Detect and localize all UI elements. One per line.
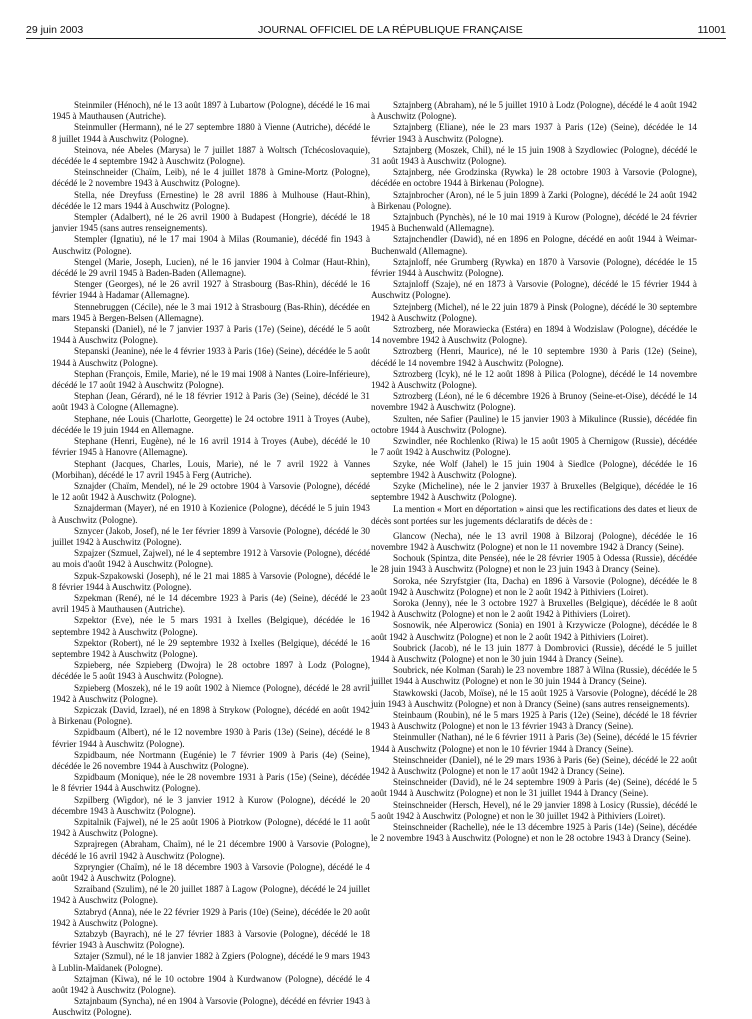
death-record-entry: Sztajer (Szmul), né le 18 janvier 1882 à Zgiers (Pologne), décédé le 9 mars 1943 à Lublin-Maïdanek (Pologne).: [52, 951, 370, 973]
death-record-entry: Sosnowik, née Alperowicz (Sonia) en 1901 à Krzywicze (Pologne), décédée le 8 août 1942 à Auschwitz (Pologne) et non le 2 août 1942 à Pithiviers (Loiret).: [371, 620, 697, 642]
death-record-entry: Szpidbaum, née Nortmann (Eugénie) le 7 février 1909 à Paris (4e) (Seine), décédée le 26 novembre 1944 à Auschwitz (Pologne).: [52, 749, 370, 771]
death-record-entry: Stephan (Jean, Gérard), né le 18 février 1912 à Paris (3e) (Seine), décédé le 31 août 1943 à Cologne (Allemagne).: [52, 391, 370, 413]
death-record-entry: Stenger (Georges), né le 26 avril 1927 à Strasbourg (Bas-Rhin), décédé le 16 février 1944 à Hadamar (Allemagne).: [52, 279, 370, 301]
death-record-entry: Sztajnberg (Moszek, Chil), né le 15 juin 1908 à Szydlowiec (Pologne), décédé le 31 août 1943 à Auschwitz (Pologne).: [371, 144, 697, 167]
death-record-entry: Sztrozberg (Henri, Maurice), né le 10 septembre 1930 à Paris (12e) (Seine), décédé le 14 novembre 1942 à Auschwitz (Pologne).: [371, 346, 697, 368]
death-record-entry: Stephan (François, Emile, Marie), né le 19 mai 1908 à Nantes (Loire-Inférieure), décédé le 17 août 1942 à Auschwitz (Pologne).: [52, 368, 370, 391]
death-record-entry: Sztabryd (Anna), née le 22 février 1929 à Paris (10e) (Seine), décédée le 20 août 1942 à Auschwitz (Pologne).: [52, 906, 370, 928]
death-record-entry: Sztajnloff, née Grumberg (Rywka) en 1870 à Varsovie (Pologne), décédée le 15 février 1944 à Auschwitz (Pologne).: [371, 256, 697, 279]
death-record-entry: Soubrick (Jacob), né le 13 juin 1877 à Dombrovici (Russie), décédé le 5 juillet 1944 à Auschwitz (Pologne) et non le 30 juin 1944 à Drancy (Seine).: [371, 642, 697, 664]
death-record-entry: Szpekman (René), né le 14 décembre 1923 à Paris (4e) (Seine), décédé le 23 avril 1945 à Mauthausen (Autriche).: [52, 592, 370, 615]
death-record-entry: Szpilberg (Wigdor), né le 3 janvier 1912 à Kurow (Pologne), décédé le 20 décembre 1943 à Auschwitz (Pologne).: [52, 794, 370, 816]
death-record-entry: Sochouk (Spintza, dite Pensée), née le 28 février 1905 à Odessa (Russie), décédée le 28 juin 1943 à Auschwitz (Pologne) et non le 23 juin 1943 à Drancy (Seine).: [371, 553, 697, 575]
death-record-entry: Stephane, née Louis (Charlotte, Georgette) le 24 octobre 1911 à Troyes (Aube), décédée le 19 juin 1944 en Allemagne.: [52, 413, 370, 435]
death-record-entry: Steinschneider (Chaïm, Leib), né le 4 juillet 1878 à Gmine-Mortz (Pologne), décédé le 2 novembre 1943 à Auschwitz (Pologne).: [52, 167, 370, 189]
death-record-entry: Steinmuller (Nathan), né le 6 février 1911 à Paris (3e) (Seine), décédé le 15 février 1944 à Auschwitz (Pologne) et non le 10 février 1944 à Drancy (Seine).: [371, 732, 697, 754]
death-record-entry: Szpajzer (Szmuel, Zajwel), né le 4 septembre 1912 à Varsovie (Pologne), décédé au mois d'août 1942 à Auschwitz (Pologne).: [52, 548, 370, 570]
right-entries-corrections: [371, 531, 697, 845]
death-record-entry: Stephant (Jacques, Charles, Louis, Marie), né le 7 avril 1922 à Vannes (Morbihan), décédé le 17 avril 1945 à Ferg (Autriche).: [52, 458, 370, 480]
death-record-entry: Szpidbaum (Albert), né le 12 novembre 1930 à Paris (13e) (Seine), décédé le 8 février 1944 à Auschwitz (Pologne).: [52, 727, 370, 749]
death-record-entry: Szraiband (Szulim), né le 20 juillet 1887 à Lagow (Pologne), décédé le 24 juillet 1942 à Auschwitz (Pologne).: [52, 884, 370, 906]
death-record-entry: Sztajnbuch (Pynchès), né le 10 mai 1919 à Kurow (Pologne), décédé le 24 février 1945 à Buchenwald (Allemagne).: [371, 212, 697, 234]
death-record-entry: Szpieberg (Moszek), né le 19 août 1902 à Niemce (Pologne), décédé le 28 avril 1942 à Auschwitz (Pologne).: [52, 682, 370, 704]
death-record-entry: Sztajman (Kiwa), né le 10 octobre 1904 à Kurdwanow (Pologne), décédé le 4 août 1942 à Auschwitz (Pologne).: [52, 973, 370, 996]
death-record-entry: Sznajder (Chaïm, Mendel), né le 29 octobre 1904 à Varsovie (Pologne), décédé le 12 août 1942 à Auschwitz (Pologne).: [52, 480, 370, 503]
death-record-entry: Szpiczak (David, Izrael), né en 1898 à Strykow (Pologne), décédé en août 1942 à Birkenau (Pologne).: [52, 704, 370, 727]
death-record-entry: Szpitalnik (Fajwel), né le 25 août 1906 à Piotrkow (Pologne), décédé le 11 août 1942 à Auschwitz (Pologne).: [52, 817, 370, 839]
death-record-entry: Sztrozberg (Icyk), né le 12 août 1898 à Pilica (Pologne), décédé le 14 novembre 1942 à Auschwitz (Pologne).: [371, 368, 697, 391]
death-record-entry: Sztajnbrocher (Aron), né le 5 juin 1899 à Zarki (Pologne), décédé le 24 août 1942 à Birkenau (Pologne).: [371, 189, 697, 211]
death-record-entry: Stella, née Dreyfuss (Ernestine) le 28 avril 1886 à Mulhouse (Haut-Rhin), décédée le 12 mars 1944 à Auschwitz (Pologne).: [52, 189, 370, 211]
death-record-entry: Steinschneider (Rachelle), née le 13 décembre 1925 à Paris (14e) (Seine), décédée le 2 novembre 1943 à Auschwitz (Pologne) et non le 28 octobre 1943 à Drancy (Seine).: [371, 822, 697, 844]
header-rule: [26, 38, 726, 39]
death-record-entry: Steinschneider (David), né le 24 septembre 1909 à Paris (4e) (Seine), décédé le 5 août 1944 à Auschwitz (Pologne) et non le 31 juillet 1944 à Drancy (Seine).: [371, 777, 697, 799]
death-record-entry: Szpieberg, née Szpieberg (Dwojra) le 28 octobre 1897 à Lodz (Pologne), décédée le 5 août 1943 à Auschwitz (Pologne).: [52, 660, 370, 682]
death-record-entry: Stepanski (Daniel), né le 7 janvier 1937 à Paris (17e) (Seine), décédé le 5 août 1944 à Auschwitz (Pologne).: [52, 324, 370, 346]
page-header: [26, 20, 726, 36]
death-record-entry: Szpryngier (Chaïm), né le 18 décembre 1903 à Varsovie (Pologne), décédé le 4 août 1942 à Auschwitz (Pologne).: [52, 861, 370, 884]
death-record-entry: Sznajderman (Mayer), né en 1910 à Kozienice (Pologne), décédé le 5 juin 1943 à Auschwitz (Pologne).: [52, 503, 370, 525]
death-record-entry: Stephane (Henri, Eugène), né le 16 avril 1914 à Troyes (Aube), décédé le 10 février 1945 à Hanovre (Allemagne).: [52, 436, 370, 458]
death-record-entry: Sztajnloff (Szaje), né en 1873 à Varsovie (Pologne), décédé le 15 février 1944 à Auschwitz (Pologne).: [371, 279, 697, 301]
left-column: [52, 100, 370, 1019]
death-record-entry: Sztrozberg (Léon), né le 6 décembre 1926 à Brunoy (Seine-et-Oise), décédé le 14 novembre 1942 à Auschwitz (Pologne).: [371, 391, 697, 413]
death-record-entry: Stempler (Ignatiu), né le 17 mai 1904 à Milas (Roumanie), décédé fin 1943 à Auschwitz (Pologne).: [52, 234, 370, 256]
death-record-entry: Szpuk-Szpakowski (Joseph), né le 21 mai 1885 à Varsovie (Pologne), décédé le 8 février 1944 à Auschwitz (Pologne).: [52, 570, 370, 592]
right-entries: [371, 100, 697, 503]
death-record-entry: Soroka (Jenny), née le 3 octobre 1927 à Bruxelles (Belgique), décédée le 8 août 1942 à Auschwitz (Pologne) et non le 2 août 1942 à Pithiviers (Loiret).: [371, 597, 697, 620]
death-record-entry: Steinschneider (Hersch, Hevel), né le 29 janvier 1898 à Losicy (Russie), décédé le 5 août 1942 à Auschwitz (Pologne) et non le 30 juillet 1942 à Pithiviers (Loiret).: [371, 799, 697, 821]
death-record-entry: Sztajnbaum (Syncha), né en 1904 à Varsovie (Pologne), décédé en février 1943 à Auschwitz (Pologne).: [52, 996, 370, 1018]
death-record-entry: Szpektor (Robert), né le 29 septembre 1932 à Ixelles (Belgique), décédé le 16 septembre 1942 à Auschwitz (Pologne).: [52, 637, 370, 659]
death-record-entry: Soroka, née Szryfstgier (Ita, Dacha) en 1896 à Varsovie (Pologne), décédée le 8 août 1942 à Auschwitz (Pologne) et non le 2 août 1942 à Pithiviers (Loiret).: [371, 575, 697, 597]
death-record-entry: Szprajregen (Abraham, Chaïm), né le 21 décembre 1900 à Varsovie (Pologne), décédé le 16 avril 1942 à Auschwitz (Pologne).: [52, 839, 370, 861]
death-record-entry: Sztajnberg, née Grodzinska (Rywka) le 28 octobre 1903 à Varsovie (Pologne), décédée en octobre 1944 à Birkenau (Pologne).: [371, 167, 697, 189]
death-record-entry: Steinova, née Abeles (Marysa) le 7 juillet 1887 à Woltsch (Tchécoslovaquie), décédée le 4 septembre 1942 à Auschwitz (Pologne).: [52, 144, 370, 167]
death-record-entry: Sztajnchendler (Dawid), né en 1896 en Pologne, décédé en août 1944 à Weimar-Buchenwald (Allemagne).: [371, 234, 697, 256]
death-record-entry: Steinbaum (Roubin), né le 5 mars 1925 à Paris (12e) (Seine), décédé le 18 février 1943 à Auschwitz (Pologne) et non le 13 février 1943 à Drancy (Seine).: [371, 709, 697, 732]
death-record-entry: Sztejnberg (Michel), né le 22 juin 1879 à Pinsk (Pologne), décédé le 30 septembre 1942 à Auschwitz (Pologne).: [371, 301, 697, 323]
death-record-entry: Stepanski (Jeanine), née le 4 février 1933 à Paris (16e) (Seine), décédée le 5 août 1944 à Auschwitz (Pologne).: [52, 346, 370, 368]
right-column: [371, 100, 697, 844]
death-record-entry: Stennebruggen (Cécile), née le 3 mai 1912 à Strasbourg (Bas-Rhin), décédée en mars 1945 à Bergen-Belsen (Allemagne).: [52, 301, 370, 323]
header-date: 29 juin 2003: [26, 24, 84, 36]
death-record-entry: Stawkowski (Jacob, Moïse), né le 15 août 1925 à Varsovie (Pologne), décédé le 28 juin 1943 à Auschwitz (Pologne) et non à Drancy (Seine) (sans autres renseignements).: [371, 687, 697, 709]
death-record-entry: Stempler (Adalbert), né le 26 avril 1900 à Budapest (Hongrie), décédé le 18 janvier 1945 (sans autres renseignements).: [52, 212, 370, 234]
death-record-entry: Sztabzyb (Bayrach), né le 27 février 1883 à Varsovie (Pologne), décédé le 18 février 1943 à Auschwitz (Pologne).: [52, 929, 370, 951]
death-record-entry: Steinmuller (Hermann), né le 27 septembre 1880 à Vienne (Autriche), décédé le 8 juillet 1944 à Auschwitz (Pologne).: [52, 122, 370, 144]
death-record-entry: Szpidbaum (Monique), née le 28 novembre 1931 à Paris (15e) (Seine), décédée le 8 février 1944 à Auschwitz (Pologne).: [52, 772, 370, 794]
death-record-entry: Szulten, née Safier (Pauline) le 15 janvier 1903 à Mikulince (Russie), décédée fin octobre 1944 à Auschwitz (Pologne).: [371, 413, 697, 435]
death-record-entry: Steinschneider (Daniel), né le 29 mars 1936 à Paris (6e) (Seine), décédé le 22 août 1942 à Auschwitz (Pologne) et non le 17 août 1942 à Drancy (Seine).: [371, 754, 697, 776]
death-record-entry: Steinmiler (Hénoch), né le 13 août 1897 à Lubartow (Pologne), décédé le 16 mai 1945 à Mauthausen (Autriche).: [52, 100, 370, 122]
death-record-entry: Sztajnberg (Abraham), né le 5 juillet 1910 à Lodz (Pologne), décédé le 4 août 1942 à Auschwitz (Pologne).: [371, 100, 697, 122]
death-record-entry: Soubrick, née Kolman (Sarah) le 23 novembre 1887 à Wilna (Russie), décédée le 5 juillet 1944 à Auschwitz (Pologne) et non le 30 juin 1944 à Drancy (Seine).: [371, 665, 697, 687]
header-page-number: 11001: [697, 24, 726, 36]
header-title: JOURNAL OFFICIEL DE LA RÉPUBLIQUE FRANÇAISE: [258, 24, 523, 36]
death-record-entry: Sztajnberg (Eliane), née le 23 mars 1937 à Paris (12e) (Seine), décédée le 14 février 1943 à Auschwitz (Pologne).: [371, 122, 697, 144]
death-record-entry: Glancow (Necha), née le 13 avril 1908 à Bilzoraj (Pologne), décédée le 16 novembre 1942 à Auschwitz (Pologne) et non le 11 novembre 1942 à Drancy (Seine).: [371, 530, 697, 552]
death-record-entry: Szwindler, née Rochlenko (Riwa) le 15 août 1905 à Chernigow (Russie), décédée le 7 août 1942 à Auschwitz (Pologne).: [371, 436, 697, 458]
death-record-entry: Szyke (Micheline), née le 2 janvier 1937 à Bruxelles (Belgique), décédée le 16 septembre 1942 à Auschwitz (Pologne).: [371, 480, 697, 503]
death-record-entry: Sztrozberg, née Morawiecka (Estéra) en 1894 à Wodzislaw (Pologne), décédée le 14 novembre 1942 à Auschwitz (Pologne).: [371, 324, 697, 346]
death-record-entry: Szpektor (Eve), née le 5 mars 1931 à Ixelles (Belgique), décédée le 16 septembre 1942 à Auschwitz (Pologne).: [52, 615, 370, 637]
death-record-entry: Sznycer (Jakob, Josef), né le 1er février 1899 à Varsovie (Pologne), décédé le 30 juillet 1942 à Auschwitz (Pologne).: [52, 525, 370, 547]
death-record-entry: Szyke, née Wolf (Jahel) le 15 juin 1904 à Siedlce (Pologne), décédée le 16 septembre 1942 à Auschwitz (Pologne).: [371, 458, 697, 480]
death-note: La mention « Mort en déportation » ainsi que les rectifications des dates et lieux de décès sont portées sur les jugements déclaratifs de décès de :: [371, 504, 697, 526]
death-record-entry: Stengel (Marie, Joseph, Lucien), né le 16 janvier 1904 à Colmar (Haut-Rhin), décédé le 29 avril 1945 à Baden-Baden (Allemagne).: [52, 256, 370, 279]
